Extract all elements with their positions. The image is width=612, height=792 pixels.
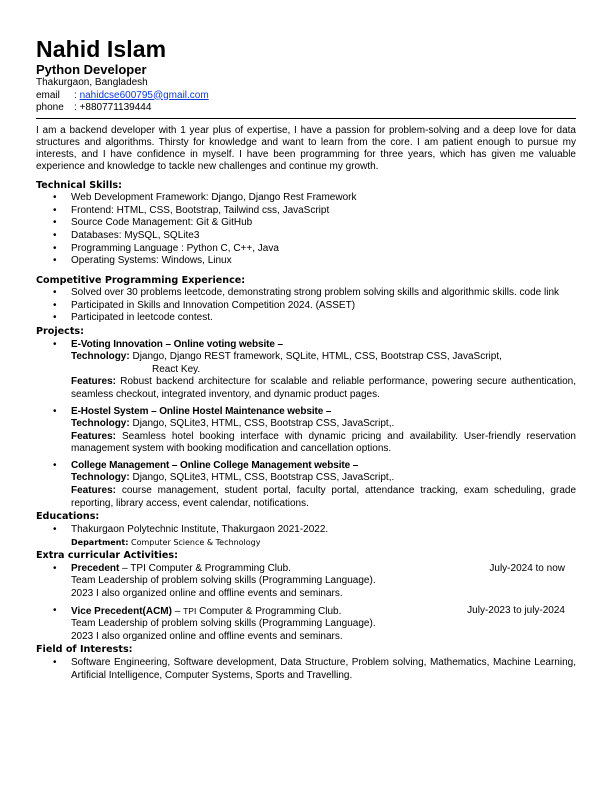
activities-list [36, 563, 576, 644]
phone-row [36, 102, 576, 115]
competitive-list [36, 287, 576, 325]
activity-org-abbr: TPI [183, 605, 197, 616]
technology-value: Django, Django REST framework, SQLite, HTML, CSS, Bootstrap CSS, JavaScript, [132, 351, 502, 363]
activity-line: Team Leadership of problem solving skills (Programming Language). [71, 618, 376, 630]
project-title: • E-Hostel System – Online Hostel Maintenance website – [71, 405, 332, 417]
education-item [71, 524, 576, 550]
technology-label: Technology: [71, 351, 130, 363]
technology-continuation: React Key. [152, 363, 201, 375]
activity-period: July-2024 to now [489, 562, 565, 574]
activities-section [36, 549, 576, 643]
activity-header [71, 563, 576, 576]
project-item [71, 460, 576, 510]
education-list [36, 524, 576, 550]
email-label: email [36, 89, 60, 101]
project-technology [71, 351, 576, 376]
list-item: • Frontend: HTML, CSS, Bootstrap, Tailwind css, JavaScript [71, 205, 576, 218]
department-value: Computer Science & Technology [131, 538, 261, 548]
list-item: • Programming Language : Python C, C++, Java [71, 243, 576, 256]
technology-label: Technology: [71, 418, 130, 430]
section-title-education: Educations: [36, 511, 100, 523]
list-item: • Operating Systems: Windows, Linux [71, 255, 576, 268]
list-item: • Solved over 30 problems leetcode, demonstrating strong problem solving skills and algorithmic skills. code link [71, 287, 576, 300]
project-technology [71, 472, 576, 485]
features-label: Features: [71, 430, 117, 442]
features-value: Seamless hotel booking interface with dynamic pricing and availability. User-friendly reservation management system with booking modification and cancellation options. [71, 430, 576, 455]
project-title: • E-Voting Innovation – Online voting website – [71, 338, 283, 350]
header-divider [36, 118, 576, 119]
features-value: Robust backend architecture for scalable and reliable performance, powering secure authentication, seamless checkout, integrated inventory, and dynamic product pages. [71, 376, 576, 400]
section-title-projects: Projects: [36, 326, 84, 338]
activity-item [71, 605, 576, 644]
section-title-technical-skills: Technical Skills: [36, 179, 122, 191]
section-title-activities: Extra curricular Activities: [36, 550, 178, 562]
project-features [71, 431, 576, 456]
institution: • Thakurgaon Polytechnic Institute, Thakurgaon 2021-2022. [71, 523, 329, 535]
activity-role-org [71, 605, 341, 619]
technical-skills-section [36, 179, 576, 268]
phone-number: +880771139444 [79, 102, 152, 113]
project-technology [71, 418, 576, 431]
activity-role: Vice Precedent(ACM) [71, 605, 172, 617]
activity-header [71, 605, 576, 619]
project-features [71, 485, 576, 510]
location: Thakurgaon, Bangladesh [36, 77, 148, 88]
project-item [71, 339, 576, 402]
candidate-name: Nahid Islam [36, 36, 167, 62]
education-section [36, 510, 576, 549]
list-item: • Participated in Skills and Innovation Competition 2024. (ASSET) [71, 300, 576, 313]
technology-value: Django, SQLite3, HTML, CSS, Bootstrap CSS, JavaScript,. [132, 472, 395, 484]
activity-role: Precedent [71, 562, 120, 574]
list-item: • Source Code Management: Git & GitHub [71, 217, 576, 230]
project-item [71, 406, 576, 456]
technology-value: Django, SQLite3, HTML, CSS, Bootstrap CSS, JavaScript,. [132, 418, 395, 430]
projects-section [36, 325, 576, 510]
activity-org: – TPI Computer & Programming Club. [119, 562, 291, 574]
features-label: Features: [71, 485, 117, 497]
department-row [71, 536, 576, 549]
activity-line: 2023 I also organized online and offline events and seminars. [71, 588, 343, 600]
interests-section [36, 643, 576, 682]
summary-paragraph: I am a backend developer with 1 year plus of expertise, I have a passion for problem-solving and a deep love for data structures and algorithms. Thirsty for knowledge and want to learn from the core. I am patient enough to pursue my interests, and I have confidence in myself. I have been programming for three years, which has given me valuable experience and knowledge to tackle new challenges and continue my growth. [36, 124, 576, 173]
projects-list [36, 339, 576, 511]
activity-role-org [71, 563, 291, 576]
project-title: • College Management – Online College Management website – [71, 459, 359, 471]
interests-list [36, 657, 576, 682]
candidate-role: Python Developer [36, 62, 147, 77]
section-title-competitive: Competitive Programming Experience: [36, 274, 246, 286]
resume-header [36, 36, 576, 115]
list-item: • Software Engineering, Software development, Data Structure, Problem solving, Mathematics, Machine Learning, Artificial Intelligence, Computer Systems, Sports and Travelling. [71, 657, 576, 682]
technical-skills-list [36, 192, 576, 268]
activity-period: July-2023 to july-2024 [467, 604, 565, 616]
email-separator: : [74, 89, 77, 101]
features-value: course management, student portal, faculty portal, attendance tracking, exam scheduling, grade reporting, library access, event calendar, notifications. [71, 485, 577, 509]
activity-org-dash: – [171, 605, 184, 617]
section-title-interests: Field of Interests: [36, 644, 133, 656]
email-row [36, 90, 576, 103]
phone-separator: : [74, 102, 77, 113]
project-features [71, 376, 576, 401]
competitive-section [36, 274, 576, 325]
list-item: • Participated in leetcode contest. [71, 312, 576, 325]
activity-org: Computer & Programming Club. [196, 605, 342, 617]
activity-line: 2023 I also organized online and offline events and seminars. [71, 630, 343, 642]
resume-page [36, 36, 576, 682]
activity-item [71, 563, 576, 601]
activity-line: Team Leadership of problem solving skills (Programming Language). [71, 575, 376, 587]
features-label: Features: [71, 376, 117, 388]
list-item: • Web Development Framework: Django, Django Rest Framework [71, 192, 576, 205]
technology-label: Technology: [71, 472, 130, 484]
department-label: Department: [71, 538, 129, 548]
list-item: • Databases: MySQL, SQLite3 [71, 230, 576, 243]
phone-label: phone [36, 102, 64, 113]
email-link[interactable]: nahidcse600795@gmail.com [79, 89, 209, 101]
